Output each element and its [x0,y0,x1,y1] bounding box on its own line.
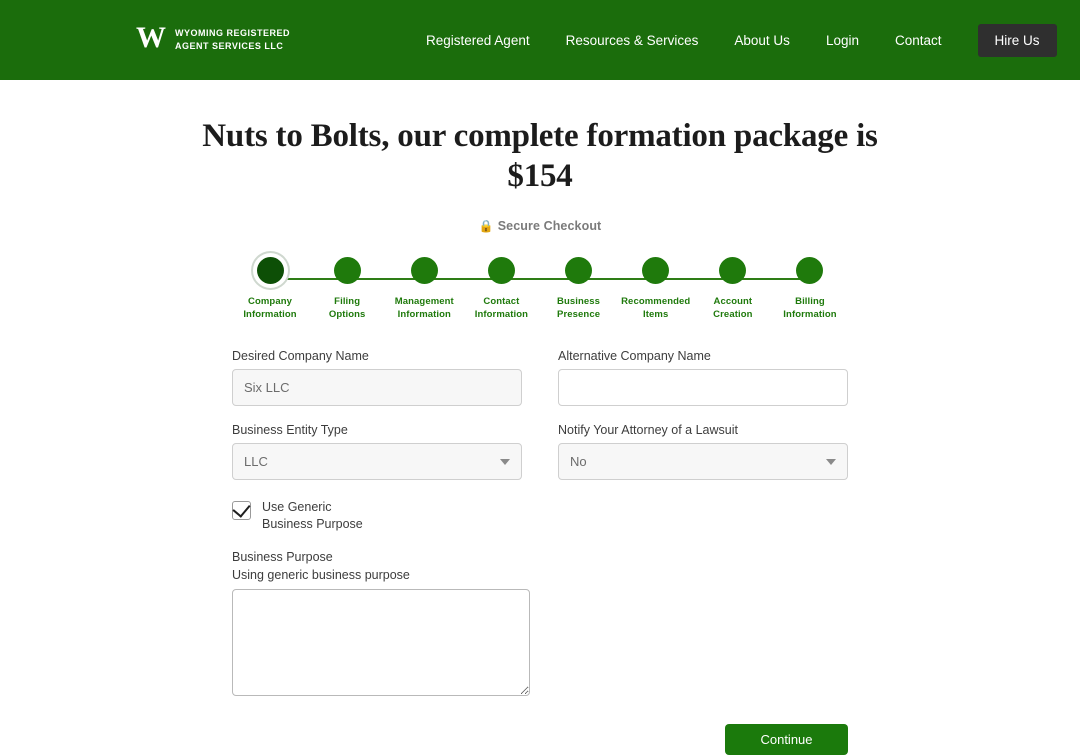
step-label-line1: Billing [795,296,825,307]
business-entity-type-label: Business Entity Type [232,423,522,437]
check-icon [232,499,250,518]
step-filing-options[interactable] [309,257,385,323]
step-business-presence[interactable] [541,257,617,323]
checkout-page [0,80,1080,755]
step-dot-icon [488,257,515,284]
alternative-company-name-input[interactable] [558,369,848,406]
secure-checkout-label: Secure Checkout [498,219,602,233]
nav-item-resources-services[interactable]: Resources & Services [548,33,717,48]
business-purpose-textarea[interactable] [232,589,530,696]
step-label-line1: Account [713,296,752,307]
step-dot-icon [334,257,361,284]
page-title: Nuts to Bolts, our complete formation package is $154 [200,116,880,197]
main-navigation [408,24,1057,57]
step-label [557,295,600,323]
generic-business-purpose-label [262,499,363,534]
step-dot-icon [642,257,669,284]
brand-name-line2: AGENT SERVICES LLC [175,41,283,51]
desired-company-name-label: Desired Company Name [232,349,522,363]
step-label-line2: Options [329,309,366,320]
step-account-creation[interactable] [695,257,771,323]
step-label-line1: Contact [483,296,519,307]
step-dot-icon [796,257,823,284]
lock-icon: 🔒 [479,219,494,233]
brand-name-line1: WYOMING REGISTERED [175,28,290,38]
step-label-line1: Management [395,296,454,307]
step-dot-icon [411,257,438,284]
hire-us-button[interactable]: Hire Us [978,24,1057,57]
business-purpose-title: Business Purpose [232,550,848,564]
business-entity-type-select[interactable]: LLC [232,443,522,480]
business-purpose-subtitle: Using generic business purpose [232,568,848,582]
alternative-company-name-label: Alternative Company Name [558,349,848,363]
step-dot-icon [565,257,592,284]
w-logo-icon: W [136,23,165,53]
step-dot-icon [719,257,746,284]
step-label-line2: Information [398,309,451,320]
site-header [0,0,1080,80]
nav-item-login[interactable]: Login [808,33,877,48]
step-label [329,295,366,323]
step-management-information[interactable] [386,257,462,323]
notify-attorney-select[interactable]: No [558,443,848,480]
continue-button[interactable]: Continue [725,724,848,755]
desired-company-name-input[interactable] [232,369,522,406]
step-label-line2: Presence [557,309,600,320]
step-label-line1: Business [557,296,600,307]
brand-name [175,27,290,53]
step-label-line2: Creation [713,309,752,320]
company-information-form [232,349,848,755]
nav-item-about-us[interactable]: About Us [716,33,808,48]
step-label [475,295,528,323]
checkbox-label-line2: Business Purpose [262,517,363,531]
step-label-line1: Filing [334,296,360,307]
generic-business-purpose-checkbox[interactable] [232,501,251,520]
generic-business-purpose-row[interactable] [232,499,848,534]
step-label [243,295,296,323]
step-label-line2: Items [643,309,668,320]
step-label-line1: Recommended [621,296,690,307]
step-contact-information[interactable] [463,257,539,323]
step-label [783,295,836,323]
step-label [713,295,752,323]
notify-attorney-label: Notify Your Attorney of a Lawsuit [558,423,848,437]
step-label-line2: Information [475,309,528,320]
step-dot-icon [257,257,284,284]
step-company-information[interactable] [232,257,308,323]
checkout-stepper [232,257,848,327]
step-label-line1: Company [248,296,292,307]
step-billing-information[interactable] [772,257,848,323]
brand-logo[interactable] [136,25,290,55]
nav-item-registered-agent[interactable]: Registered Agent [408,33,548,48]
step-recommended-items[interactable] [618,257,694,323]
step-label-line2: Information [243,309,296,320]
step-label [621,295,690,323]
step-label-line2: Information [783,309,836,320]
checkbox-label-line1: Use Generic [262,500,331,514]
nav-item-contact[interactable]: Contact [877,33,960,48]
step-label [395,295,454,323]
secure-checkout-badge [0,219,1080,233]
